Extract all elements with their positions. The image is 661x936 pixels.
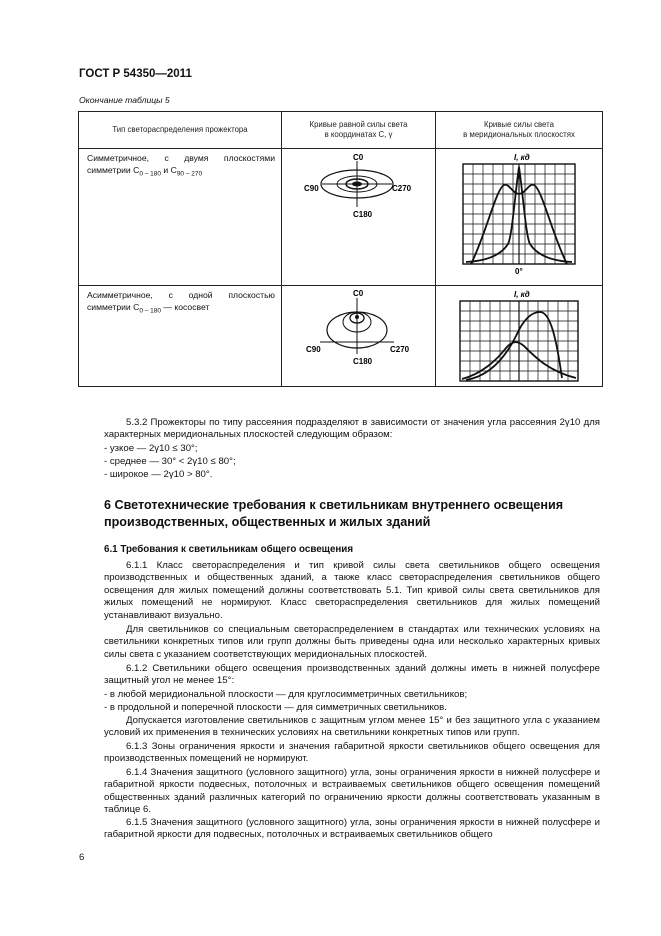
row2-type-cell — [79, 286, 282, 387]
para-6-1-2: 6.1.2 Светильники общего освещения производственных зданий должны иметь в нижней полусфере защитный угол не менее 15°: — [104, 663, 600, 687]
plot1-grid — [463, 164, 575, 264]
label-c90: C90 — [306, 345, 321, 354]
plot1-zero-label: 0° — [515, 267, 523, 276]
para-5-3-2: 5.3.2 Прожекторы по типу рассеяния подразделяют в зависимости от значения угла рассеяния 2γ10 для характерных меридиональных плоскостей следующим образом: — [104, 417, 600, 441]
para-6-1-2-b: Допускается изготовление светильников с защитным углом менее 15° и без защитного угла с указанием условий их применения в технических условиях на светильники конкретных типов или групп. — [104, 715, 600, 739]
list-item: - в продольной и поперечной плоскости — для симметричных светильников. — [104, 702, 447, 713]
label-c90: C90 — [304, 184, 319, 193]
subsection-6-1-title: 6.1 Требования к светильникам общего освещения — [104, 544, 354, 555]
asymmetric-intensity-plot — [436, 286, 603, 386]
para-6-1-1: 6.1.1 Класс светораспределения и тип кривой силы света светильников общего освещения производственных и общественных зданий, а также класс светораспределения светильников общего освещения для жилых помещений должны соответствовать 5.1. Тип кривой силы света светильников для жилых помещений не нормируют. Класс светораспределения светильников для жилых помещений устанавливают визуально. — [104, 560, 600, 621]
row1-diagram-cell — [282, 149, 436, 286]
table-header-row — [79, 112, 603, 149]
col1-header: Тип светораспределения прожектора — [79, 112, 282, 149]
table-caption: Окончание таблицы 5 — [79, 95, 170, 105]
plot1-ylabel: I, кд — [514, 153, 530, 162]
row1-type-text: Симметричное, с двумя плоскостями симметрии $C_{0 - 180}$ и $C_{90 - 270}$ — [87, 153, 275, 178]
section-6-title: 6 Светотехнические требования к светильникам внутреннего освещения производственных, общественных и жилых зданий — [104, 498, 564, 529]
para-6-1-1-b: Для светильников со специальным светораспределением в стандартах или технических условиях на светильники конкретных типов или групп должны быть приведены одна или несколько характерных кривых силы света с указанием соответствующих меридиональных плоскостей. — [104, 624, 600, 660]
col3-header-line2: в меридиональных плоскостях — [463, 130, 575, 139]
col2-header-line1: Кривые равной силы света — [309, 119, 408, 129]
table-row — [79, 149, 603, 286]
row1-plot-cell — [436, 149, 603, 286]
page-number: 6 — [79, 852, 85, 863]
asymmetric-isoline-diagram — [282, 286, 436, 386]
list-item: - в любой меридиональной плоскости — для круглосимметричных светильников; — [104, 689, 468, 700]
list-item: - широкое — 2γ10 > 80°. — [104, 469, 213, 480]
col3-header-line1: Кривые силы света — [484, 119, 554, 129]
para-6-1-4: 6.1.4 Значения защитного (условного защитного) угла, зоны ограничения яркости в нижней полусфере и габаритной яркости подвесных, потолочных и встраиваемых светильников общего освещения помещений общественных зданий различных категорий по ограничению яркости должны соответствовать указанным в таблице 6. — [104, 767, 600, 816]
label-c270: C270 — [390, 345, 410, 354]
para-6-1-5: 6.1.5 Значения защитного (условного защитного) угла, зоны ограничения яркости в нижней полусфере и габаритной яркости для подвесных, потолочных и встраиваемых светильников общего — [104, 817, 600, 841]
symmetric-intensity-plot — [436, 149, 603, 285]
symmetric-isoline-diagram — [282, 149, 436, 285]
plot2-ylabel: I, кд — [514, 290, 530, 299]
row2-plot-cell — [436, 286, 603, 387]
label-c180: C180 — [353, 210, 373, 219]
list-item: - среднее — 30° < 2γ10 ≤ 80°; — [104, 456, 236, 467]
col2-header-line2: в координатах C, γ — [324, 130, 393, 139]
col3-header — [436, 112, 603, 149]
light-distribution-table — [78, 111, 603, 387]
table-row — [79, 286, 603, 387]
col2-header — [282, 112, 436, 149]
para-6-1-3: 6.1.3 Зоны ограничения яркости и значения габаритной яркости светильников общего освещения для производственных помещений не нормируют. — [104, 741, 600, 765]
label-c0: C0 — [353, 153, 364, 162]
plot2-curve-b — [466, 312, 562, 380]
label-c0: C0 — [353, 289, 364, 298]
row2-diagram-cell — [282, 286, 436, 387]
label-c180: C180 — [353, 357, 373, 366]
list-item: - узкое — 2γ10 ≤ 30°; — [104, 443, 198, 454]
row1-type-cell — [79, 149, 282, 286]
document-code: ГОСТ Р 54350—2011 — [79, 68, 192, 80]
label-c270: C270 — [392, 184, 412, 193]
row2-type-text: Асимметричное, с одной плоскостью симметрии $C_{0 - 180}$ — кососвет — [87, 290, 275, 315]
